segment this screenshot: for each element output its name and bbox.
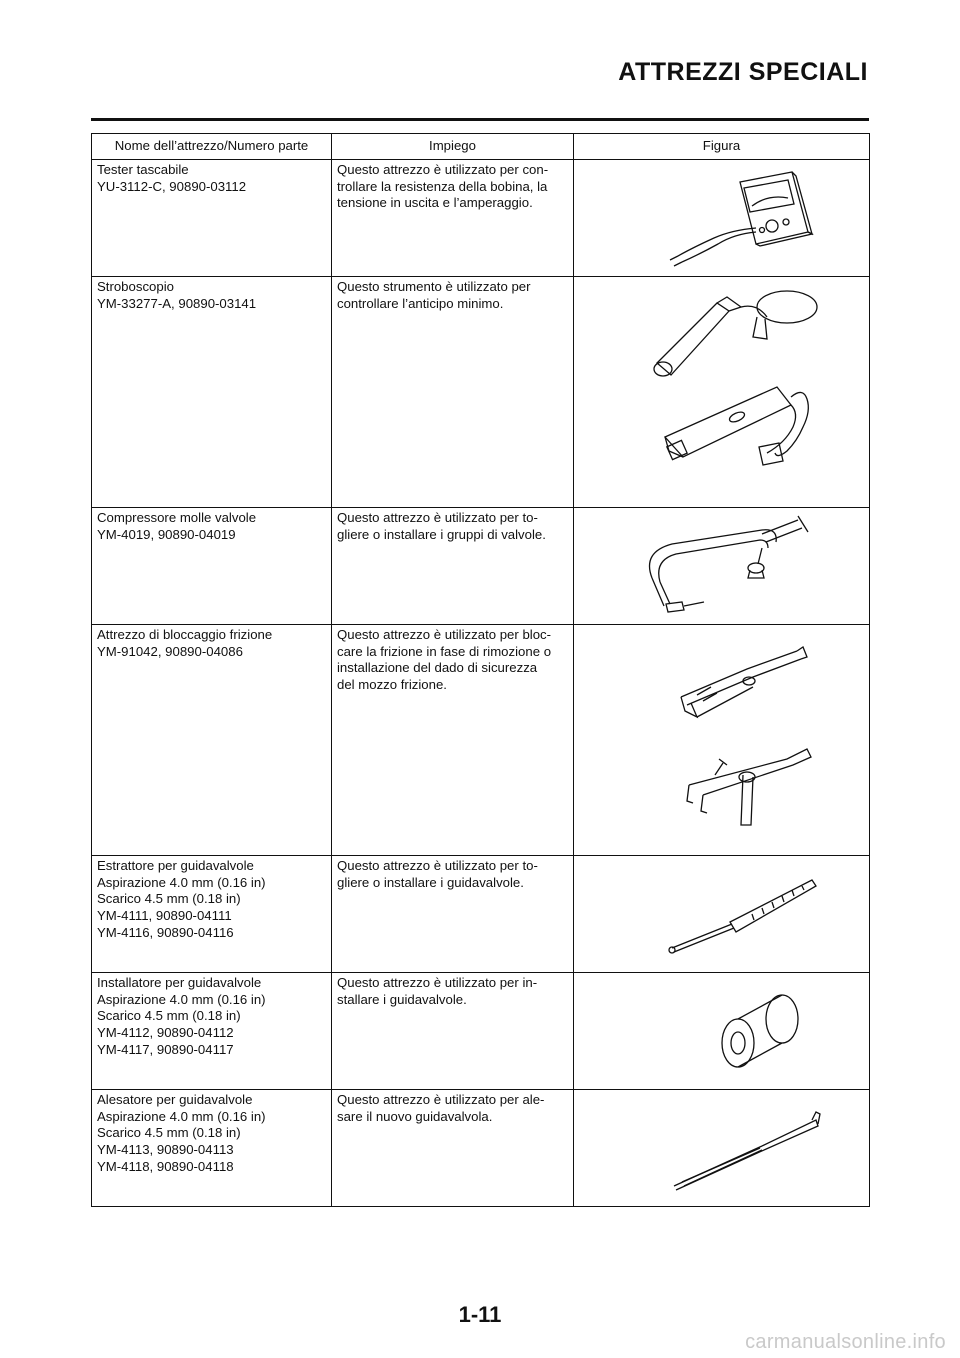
title-rule <box>91 118 869 121</box>
part-number: YM-4118, 90890-04118 <box>97 1158 234 1174</box>
table-row <box>92 159 870 276</box>
usage-text: stallare i guidavalvole. <box>337 991 467 1007</box>
part-number: YM-4113, 90890-04113 <box>97 1142 234 1158</box>
table-row <box>92 972 870 1089</box>
part-number: YM-4116, 90890-04116 <box>97 924 234 940</box>
usage-text: del mozzo frizione. <box>337 677 447 693</box>
usage-text: sare il nuovo guidavalvola. <box>337 1108 493 1124</box>
figure-cell <box>574 855 870 972</box>
usage-cell <box>332 624 574 855</box>
watermark: carmanualsonline.info <box>745 1331 946 1353</box>
special-tools-table <box>91 133 870 1207</box>
figure-cell <box>574 1089 870 1206</box>
clutch-holding-tool-icon <box>607 625 837 850</box>
usage-cell <box>332 855 574 972</box>
usage-text: care la frizione in fase di rimozione o <box>337 643 552 659</box>
figure-cell <box>574 159 870 276</box>
usage-cell <box>332 159 574 276</box>
tool-name-cell <box>92 855 332 972</box>
usage-text: Questo attrezzo è utilizzato per ale- <box>337 1091 545 1107</box>
table-row <box>92 855 870 972</box>
usage-text: gliere o installare i gruppi di valvole. <box>337 526 546 542</box>
usage-text: controllare l’anticipo minimo. <box>337 295 504 311</box>
spec-exhaust: Scarico 4.5 mm (0.18 in) <box>97 1125 241 1141</box>
tool-name-cell <box>92 972 332 1089</box>
table-row <box>92 276 870 507</box>
usage-text: tensione in uscita e l’amperaggio. <box>337 195 533 211</box>
part-number: YM-4117, 90890-04117 <box>97 1041 234 1057</box>
usage-text: Questo attrezzo è utilizzato per to- <box>337 509 538 525</box>
tool-name: Attrezzo di bloccaggio frizione <box>97 626 273 642</box>
tool-name-cell <box>92 159 332 276</box>
tool-name: Stroboscopio <box>97 278 174 294</box>
part-number: YM-33277-A, 90890-03141 <box>97 295 257 311</box>
usage-text: Questo attrezzo è utilizzato per bloc- <box>337 626 552 642</box>
table-header-row <box>92 134 870 160</box>
spec-exhaust: Scarico 4.5 mm (0.18 in) <box>97 891 241 907</box>
table-row <box>92 624 870 855</box>
usage-text: Questo attrezzo è utilizzato per con- <box>337 161 549 177</box>
spec-intake: Aspirazione 4.0 mm (0.16 in) <box>97 874 266 890</box>
spec-intake: Aspirazione 4.0 mm (0.16 in) <box>97 1108 266 1124</box>
page-title: ATTREZZI SPECIALI <box>618 58 868 86</box>
figure-cell <box>574 624 870 855</box>
usage-cell <box>332 972 574 1089</box>
tool-name: Estrattore per guidavalvole <box>97 857 254 873</box>
tool-name: Installatore per guidavalvole <box>97 974 262 990</box>
tool-name-cell <box>92 624 332 855</box>
usage-cell <box>332 1089 574 1206</box>
page-number: 1-11 <box>458 1302 502 1327</box>
tool-name: Tester tascabile <box>97 161 189 177</box>
usage-cell <box>332 276 574 507</box>
tool-name: Compressore molle valvole <box>97 509 257 525</box>
usage-text: Questo attrezzo è utilizzato per to- <box>337 857 538 873</box>
timing-light-icon <box>607 277 837 502</box>
table-row <box>92 1089 870 1206</box>
header-tool-name: Nome dell’attrezzo/Numero parte <box>92 134 332 160</box>
pocket-tester-icon <box>622 160 822 270</box>
header-usage: Impiego <box>332 134 574 160</box>
tool-name-cell <box>92 276 332 507</box>
usage-text: installazione del dado di sicurezza <box>337 660 538 676</box>
figure-cell <box>574 276 870 507</box>
valve-spring-compressor-icon <box>612 508 832 618</box>
valve-guide-installer-icon <box>612 973 832 1083</box>
usage-text: Questo attrezzo è utilizzato per in- <box>337 974 538 990</box>
usage-text: trollare la resistenza della bobina, la <box>337 178 548 194</box>
tool-name-cell <box>92 1089 332 1206</box>
tool-name: Alesatore per guidavalvole <box>97 1091 253 1107</box>
header-figure: Figura <box>574 134 870 160</box>
spec-intake: Aspirazione 4.0 mm (0.16 in) <box>97 991 266 1007</box>
spec-exhaust: Scarico 4.5 mm (0.18 in) <box>97 1008 241 1024</box>
part-number: YU-3112-C, 90890-03112 <box>97 178 247 194</box>
usage-text: Questo strumento è utilizzato per <box>337 278 531 294</box>
figure-cell <box>574 507 870 624</box>
part-number: YM-91042, 90890-04086 <box>97 643 243 659</box>
usage-text: gliere o installare i guidavalvole. <box>337 874 524 890</box>
part-number: YM-4111, 90890-04111 <box>97 908 232 924</box>
valve-guide-remover-icon <box>612 856 832 966</box>
figure-cell <box>574 972 870 1089</box>
valve-guide-reamer-icon <box>612 1090 832 1200</box>
part-number: YM-4112, 90890-04112 <box>97 1025 234 1041</box>
usage-cell <box>332 507 574 624</box>
part-number: YM-4019, 90890-04019 <box>97 526 236 542</box>
tool-name-cell <box>92 507 332 624</box>
table-row <box>92 507 870 624</box>
